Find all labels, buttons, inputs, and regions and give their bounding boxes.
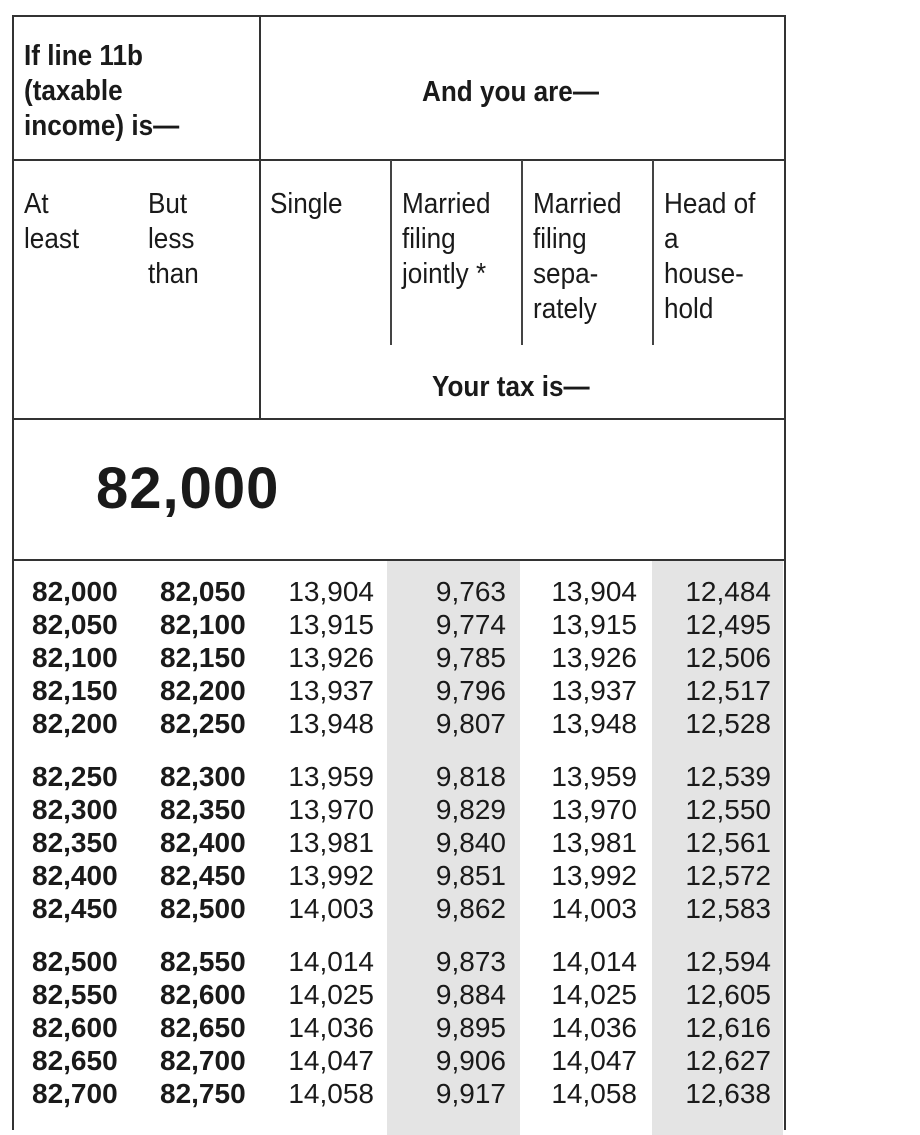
col-but-less-than: But less than — [148, 188, 199, 290]
cell-at-least: 82,100 — [32, 642, 118, 673]
cell-married-separately: 14,058 — [551, 1078, 637, 1109]
cell-single: 13,981 — [288, 827, 374, 858]
cell-married-separately: 13,981 — [551, 827, 637, 858]
cell-married-jointly: 9,851 — [435, 860, 506, 891]
cell-single: 14,047 — [288, 1045, 374, 1076]
col-at-least: At least — [24, 188, 80, 255]
cell-single: 13,937 — [288, 675, 374, 706]
cell-head-of-household: 12,594 — [685, 946, 771, 977]
cell-at-least: 82,400 — [32, 860, 118, 891]
cell-but-less-than: 82,100 — [160, 609, 246, 640]
cell-head-of-household: 12,572 — [685, 860, 771, 891]
table-row — [12, 892, 786, 925]
tax-table — [12, 15, 786, 1135]
cell-but-less-than: 82,150 — [160, 642, 246, 673]
table-row — [12, 707, 786, 740]
cell-married-jointly: 9,884 — [435, 979, 506, 1010]
table-row — [12, 978, 786, 1011]
cell-but-less-than: 82,250 — [160, 708, 246, 739]
cell-at-least: 82,450 — [32, 893, 118, 924]
cell-head-of-household: 12,583 — [685, 893, 771, 924]
cell-at-least: 82,000 — [32, 576, 118, 607]
table-row — [12, 674, 786, 707]
cell-but-less-than: 82,600 — [160, 979, 246, 1010]
and-you-are-label: And you are— — [422, 76, 599, 108]
cell-single: 13,915 — [288, 609, 374, 640]
cell-married-jointly: 9,796 — [435, 675, 506, 706]
cell-single: 13,959 — [288, 761, 374, 792]
cell-head-of-household: 12,495 — [685, 609, 771, 640]
cell-but-less-than: 82,550 — [160, 946, 246, 977]
cell-head-of-household: 12,517 — [685, 675, 771, 706]
cell-married-separately: 13,915 — [551, 609, 637, 640]
table-row — [12, 575, 786, 608]
cell-at-least: 82,500 — [32, 946, 118, 977]
cell-at-least: 82,150 — [32, 675, 118, 706]
cell-married-jointly: 9,785 — [435, 642, 506, 673]
cell-single: 13,926 — [288, 642, 374, 673]
cell-but-less-than: 82,750 — [160, 1078, 246, 1109]
cell-single: 13,948 — [288, 708, 374, 739]
cell-at-least: 82,200 — [32, 708, 118, 739]
cell-single: 14,014 — [288, 946, 374, 977]
cell-married-separately: 13,926 — [551, 642, 637, 673]
cell-married-jointly: 9,895 — [435, 1012, 506, 1043]
cell-married-jointly: 9,906 — [435, 1045, 506, 1076]
cell-but-less-than: 82,450 — [160, 860, 246, 891]
income-label: If line 11b (taxable income) is— — [24, 40, 180, 142]
cell-head-of-household: 12,550 — [685, 794, 771, 825]
cell-head-of-household: 12,627 — [685, 1045, 771, 1076]
cell-married-separately: 14,025 — [551, 979, 637, 1010]
table-row — [12, 608, 786, 641]
cell-at-least: 82,050 — [32, 609, 118, 640]
cell-but-less-than: 82,350 — [160, 794, 246, 825]
cell-but-less-than: 82,400 — [160, 827, 246, 858]
cell-at-least: 82,700 — [32, 1078, 118, 1109]
cell-single: 14,003 — [288, 893, 374, 924]
cell-head-of-household: 12,561 — [685, 827, 771, 858]
cell-head-of-household: 12,528 — [685, 708, 771, 739]
cell-married-separately: 13,904 — [551, 576, 637, 607]
cell-head-of-household: 12,638 — [685, 1078, 771, 1109]
cell-single: 13,992 — [288, 860, 374, 891]
col-married-separately: Married filing sepa- rately — [533, 188, 622, 325]
cell-married-separately: 13,948 — [551, 708, 637, 739]
cell-at-least: 82,550 — [32, 979, 118, 1010]
cell-married-jointly: 9,763 — [435, 576, 506, 607]
cell-head-of-household: 12,539 — [685, 761, 771, 792]
cell-but-less-than: 82,050 — [160, 576, 246, 607]
cell-single: 14,058 — [288, 1078, 374, 1109]
header-mid-border — [12, 159, 786, 161]
cell-married-jointly: 9,840 — [435, 827, 506, 858]
cell-married-separately: 14,003 — [551, 893, 637, 924]
cell-head-of-household: 12,616 — [685, 1012, 771, 1043]
section-amount: 82,000 — [96, 456, 280, 521]
cell-married-jointly: 9,862 — [435, 893, 506, 924]
cell-married-separately: 13,992 — [551, 860, 637, 891]
cell-head-of-household: 12,605 — [685, 979, 771, 1010]
cell-but-less-than: 82,500 — [160, 893, 246, 924]
cell-married-separately: 14,047 — [551, 1045, 637, 1076]
table-row — [12, 793, 786, 826]
divider-single — [390, 160, 392, 345]
cell-married-separately: 13,970 — [551, 794, 637, 825]
divider-separate — [652, 160, 654, 345]
your-tax-is-label: Your tax is— — [432, 371, 590, 403]
col-single: Single — [270, 188, 343, 220]
cell-head-of-household: 12,484 — [685, 576, 771, 607]
cell-married-separately: 13,959 — [551, 761, 637, 792]
cell-married-jointly: 9,807 — [435, 708, 506, 739]
table-row — [12, 1077, 786, 1110]
cell-at-least: 82,600 — [32, 1012, 118, 1043]
cell-married-jointly: 9,917 — [435, 1078, 506, 1109]
cell-but-less-than: 82,300 — [160, 761, 246, 792]
table-row — [12, 945, 786, 978]
table-row — [12, 1044, 786, 1077]
cell-head-of-household: 12,506 — [685, 642, 771, 673]
cell-at-least: 82,250 — [32, 761, 118, 792]
divider-joint — [521, 160, 523, 345]
cell-single: 14,036 — [288, 1012, 374, 1043]
table-row — [12, 1011, 786, 1044]
cell-single: 13,904 — [288, 576, 374, 607]
col-head-of-household: Head of a house- hold — [664, 188, 756, 325]
income-column-divider — [259, 15, 261, 419]
col-married-jointly: Married filing jointly * — [402, 188, 491, 290]
table-row — [12, 826, 786, 859]
cell-at-least: 82,300 — [32, 794, 118, 825]
table-row — [12, 641, 786, 674]
cell-married-jointly: 9,774 — [435, 609, 506, 640]
cell-at-least: 82,650 — [32, 1045, 118, 1076]
cell-at-least: 82,350 — [32, 827, 118, 858]
cell-married-jointly: 9,818 — [435, 761, 506, 792]
cell-married-jointly: 9,829 — [435, 794, 506, 825]
cell-married-separately: 13,937 — [551, 675, 637, 706]
cell-but-less-than: 82,700 — [160, 1045, 246, 1076]
header-bottom-border — [12, 418, 786, 420]
cell-married-separately: 14,014 — [551, 946, 637, 977]
cell-married-jointly: 9,873 — [435, 946, 506, 977]
cell-single: 14,025 — [288, 979, 374, 1010]
cell-but-less-than: 82,650 — [160, 1012, 246, 1043]
cell-married-separately: 14,036 — [551, 1012, 637, 1043]
cell-single: 13,970 — [288, 794, 374, 825]
header-top-border — [12, 15, 786, 17]
cell-but-less-than: 82,200 — [160, 675, 246, 706]
table-row — [12, 859, 786, 892]
table-row — [12, 760, 786, 793]
